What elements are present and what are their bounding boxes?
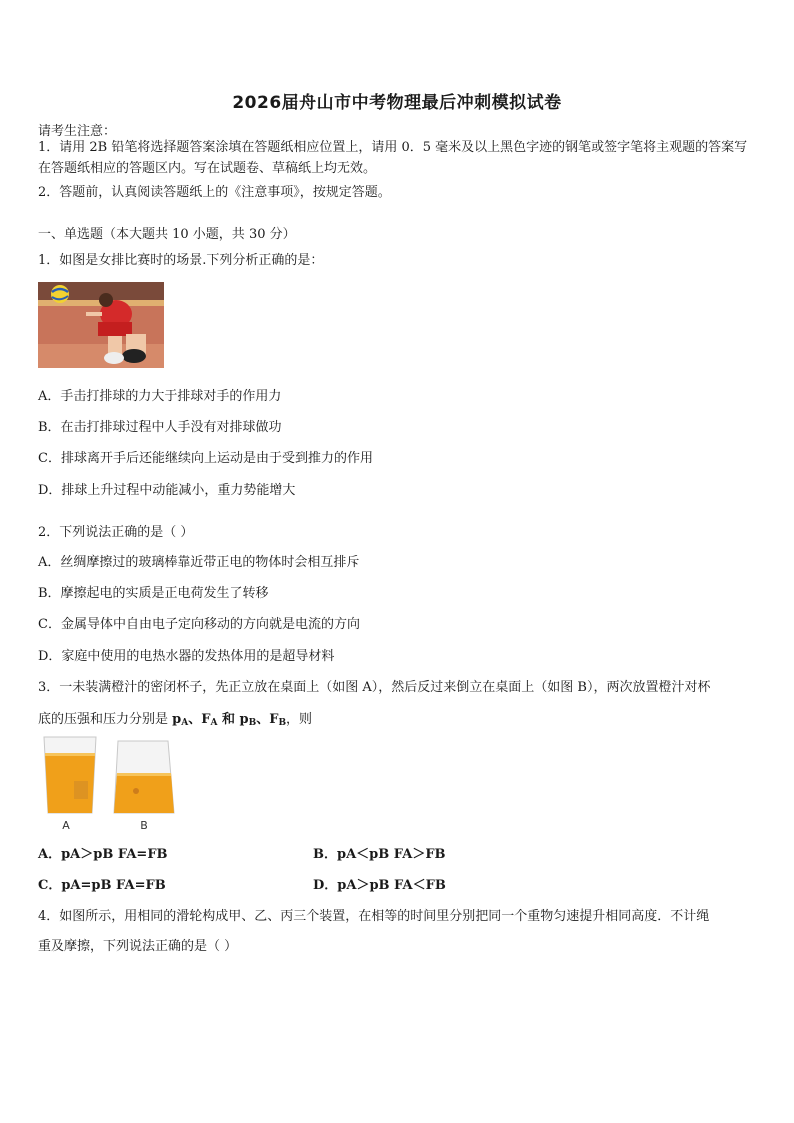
question-4-stem-line-1: 4．如图所示，用相同的滑轮构成甲、乙、丙三个装置，在相等的时间里分别把同一个重物匀速提升相同高度．不计绳 [38,909,710,924]
q2-option-a: A．丝绸摩擦过的玻璃棒靠近带正电的物体时会相互排斥 [38,555,360,570]
q3-option-a: A．pA＞pB FA=FB [38,847,168,862]
q1-option-c: C．排球离开手后还能继续向上运动是由于受到推力的作用 [38,451,373,466]
q2-option-b: B．摩擦起电的实质是正电荷发生了转移 [38,586,269,601]
q3-symbols: $p_A$、$F_A$ 和 $p_B$、$F_B$ [172,712,287,728]
section-heading: 一、单选题（本大题共 10 小题，共 30 分） [38,227,296,242]
question-3-stem-line-2 [38,708,312,728]
q3-stem-prefix: 底的压强和压力分别是 [38,712,173,727]
notice-heading: 请考生注意： [38,124,117,139]
question-3-stem-line-1: 3．一未装满橙汁的密闭杯子，先正立放在桌面上（如图 A），然后反过来倒立在桌面上（如图 B），两次放置橙汁对杯 [38,680,711,695]
q1-option-b: B．在击打排球过程中人手没有对排球做功 [38,420,282,435]
q1-option-a: A．手击打排球的力大于排球对手的作用力 [38,389,282,404]
q1-option-d: D．排球上升过程中动能减小，重力势能增大 [38,483,296,498]
q2-option-c: C．金属导体中自由电子定向移动的方向就是电流的方向 [38,617,360,632]
question-2-stem: 2．下列说法正确的是（ ） [38,525,194,540]
q3-option-b: B．pA＜pB FA＞FB [313,847,446,862]
notice-item-1: 1．请用 2B 铅笔将选择题答案涂填在答题纸相应位置上，请用 0．5 毫米及以上黑色字迹的钢笔或签字笔将主观题的答案写在答题纸相应的答题区内。写在试题卷、草稿纸上均无效。 [38,140,748,176]
question-4-stem-line-2: 重及摩擦，下列说法正确的是（ ） [38,939,238,954]
volleyball-photo [38,282,164,368]
page-title: 2026届舟山市中考物理最后冲刺模拟试卷 [232,93,562,113]
q2-option-d: D．家庭中使用的电热水器的发热体用的是超导材料 [38,649,335,664]
cup-a-label: A [62,819,70,832]
q3-option-c: C．pA=pB FA=FB [38,878,166,893]
question-1-stem: 1．如图是女排比赛时的场景.下列分析正确的是： [38,253,324,268]
juice-cups-figure [38,733,182,833]
notice-item-2: 2．答题前，认真阅读答题纸上的《注意事项》，按规定答题。 [38,185,391,200]
cup-b-label: B [140,819,148,832]
q3-option-d: D．pA＞pB FA＜FB [313,878,446,893]
q3-stem-suffix: ，则 [286,712,313,727]
